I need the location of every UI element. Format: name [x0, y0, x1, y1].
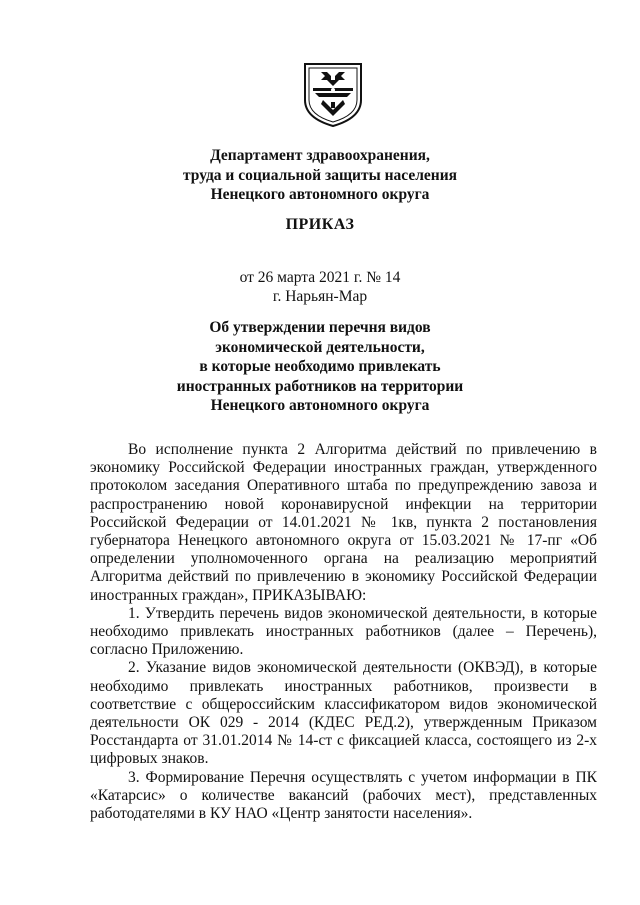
- department-line-3: Ненецкого автономного округа: [210, 186, 430, 203]
- coat-of-arms-emblem: [301, 60, 365, 128]
- item-3-paragraph: 3. Формирование Перечня осуществлять с учетом информации в ПК «Катарсис» о количестве вакансий (рабочих мест), представленных работодателями в КУ НАО «Центр занятости населения».: [90, 768, 597, 823]
- order-date-number: от 26 марта 2021 г. № 14: [239, 269, 401, 286]
- department-name: [0, 146, 640, 205]
- subject-line-5: Ненецкого автономного округа: [210, 397, 430, 414]
- date-block: [0, 268, 640, 306]
- item-2-paragraph: 2. Указание видов экономической деятельности (ОКВЭД), в которые необходимо привлекать иностранных работников, произвести в соответствие с общероссийским классификатором видов экономической деятельности ОК 029 - 2014 (КДЕС РЕД.2), утвержденным Приказом Росстандарта от 31.01.2014 № 14-ст с фиксацией класса, состоящего из 2-х цифровых знаков.: [90, 659, 597, 768]
- preamble-paragraph: Во исполнение пункта 2 Алгоритма действий по привлечению в экономику Российской Федерации иностранных граждан, утвержденного протоколом заседания Оперативного штаба по предупреждению завоза и распространению новой коронавирусной инфекции на территории Российской Федерации от 14.01.2021 № 1кв, пункта 2 постановления губернатора Ненецкого автономного округа от 15.03.2021 № 17-пг «Об определении уполномоченного органа на реализацию мероприятий Алгоритма действий по привлечению в экономику Российской Федерации иностранных граждан», ПРИКАЗЫВАЮ:: [90, 441, 597, 604]
- document-type-title: ПРИКАЗ: [285, 216, 355, 233]
- order-subject: [0, 318, 640, 416]
- city-name: г. Нарьян-Мар: [272, 288, 368, 305]
- subject-line-3: в которые необходимо привлекать: [199, 358, 441, 375]
- subject-line-2: экономической деятельности,: [215, 338, 425, 356]
- order-body: [90, 441, 597, 823]
- department-line-2: труда и социальной защиты населения: [182, 166, 458, 184]
- item-1-paragraph: 1. Утвердить перечень видов экономической деятельности, в которые необходимо привлекать иностранных работников (далее – Перечень), согласно Приложению.: [90, 604, 597, 659]
- subject-line-1: Об утверждении перечня видов: [209, 319, 431, 336]
- department-line-1: Департамент здравоохранения,: [210, 147, 430, 164]
- subject-line-4: иностранных работников на территории: [176, 377, 464, 395]
